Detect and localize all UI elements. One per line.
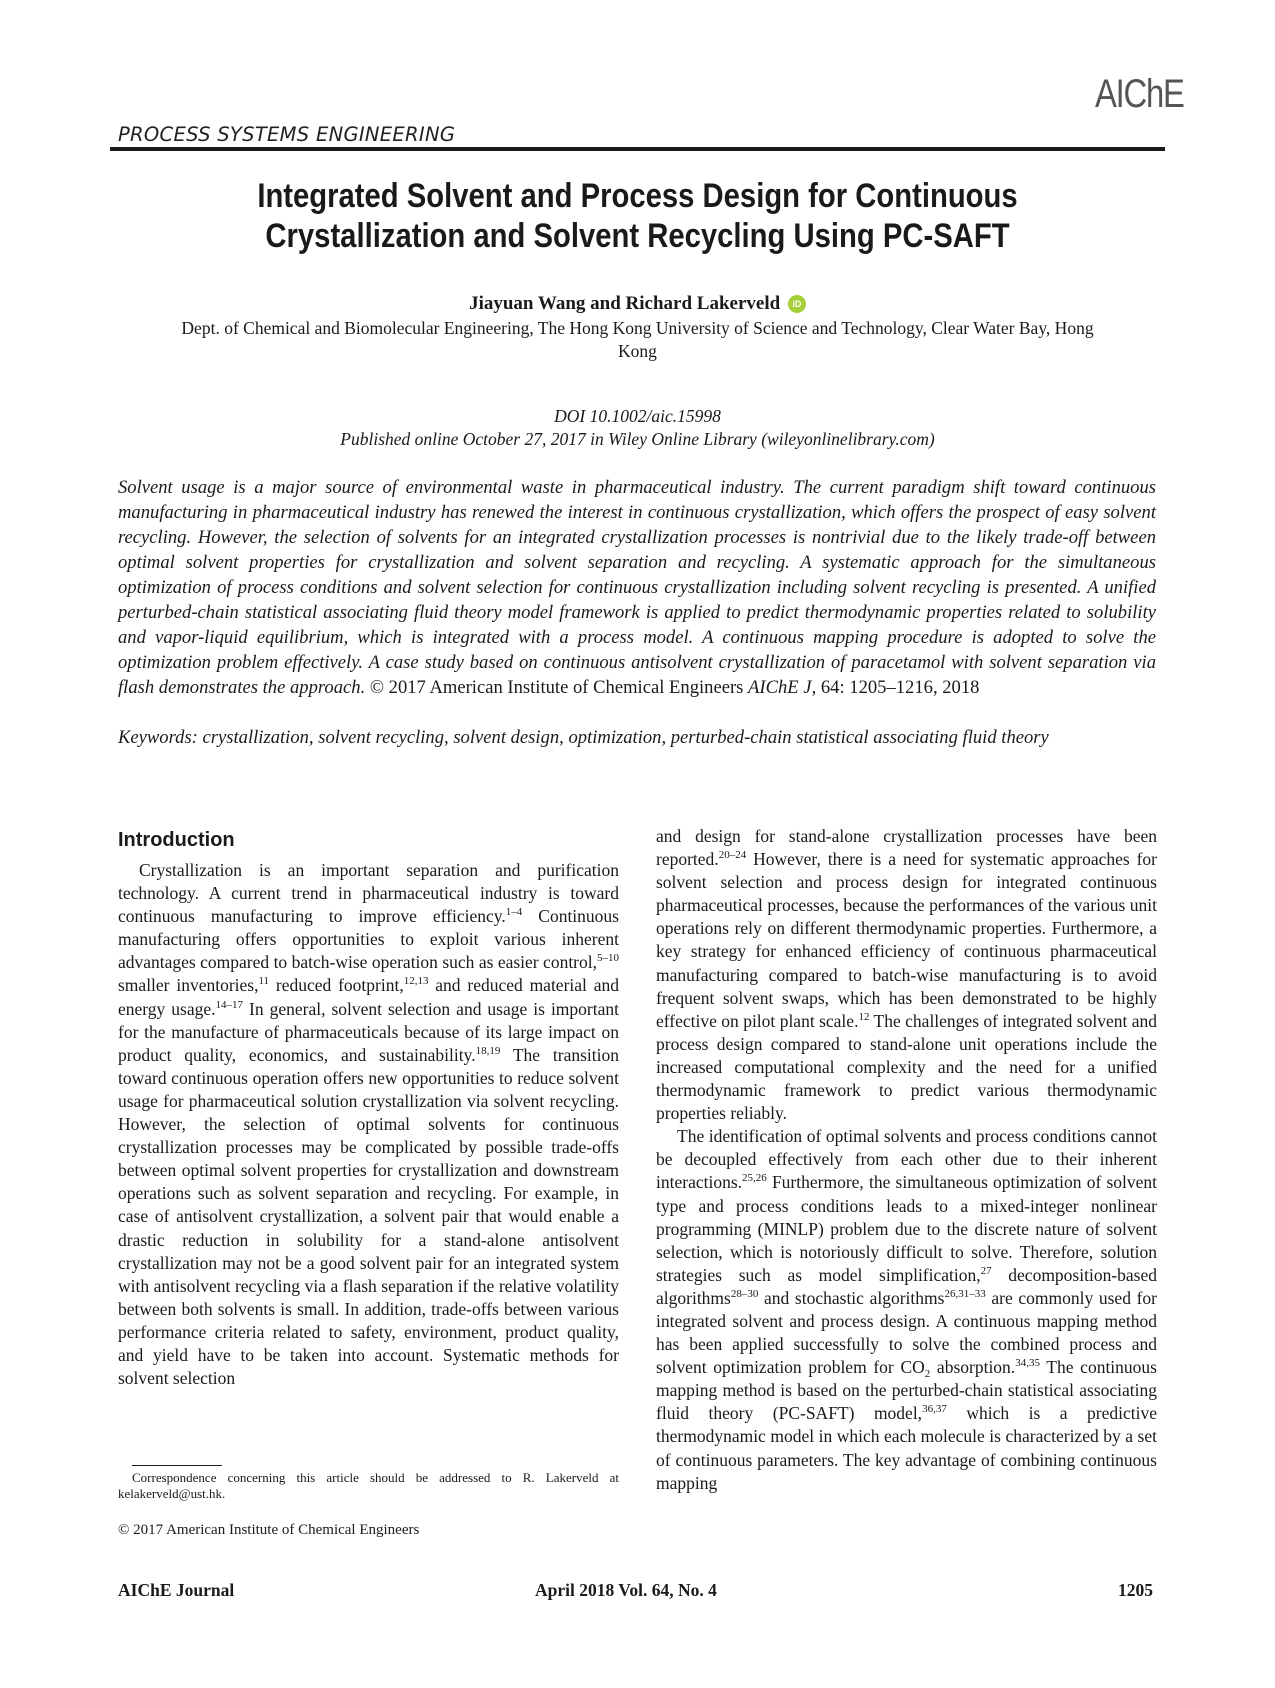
section-label: PROCESS SYSTEMS ENGINEERING [118,123,456,146]
orcid-icon[interactable]: iD [788,295,806,313]
aiche-logo: AIChE [1095,72,1184,116]
abstract [118,475,1156,700]
citation-ref: 1–4 [505,906,523,919]
citation-ref: 36,37 [922,1403,947,1416]
affiliation: Dept. of Chemical and Biomolecular Engineering, The Hong Kong University of Science and Technology, Clear Water Bay, Hong Kong [181,318,1094,361]
abstract-text: Solvent usage is a major source of environmental waste in pharmaceutical industry. The current paradigm shift toward continuous manufacturing in pharmaceutical industry has renewed the interest in continuous crystallization, which offers the prospect of easy solvent recycling. However, the selection of solvents for an integrated crystallization processes is nontrivial due to the likely trade-off between optimal solvent properties for crystallization and solvent separation and recycling. A systematic approach for the simultaneous optimization of process conditions and solvent selection for continuous crystallization including solvent recycling is presented. A unified perturbed-chain statistical associating fluid theory model framework is applied to predict thermodynamic properties related to solubility and vapor-liquid equilibrium, which is integrated with a process model. A continuous mapping procedure is adopted to solve the optimization problem effectively. A case study based on continuous antisolvent crystallization of paracetamol with solvent separation via flash demonstrates the approach. [118,477,1156,698]
citation-ref: 5–10 [597,952,619,965]
authors: Jiayuan Wang and Richard Lakerveld [469,293,781,314]
citation-ref: 18,19 [475,1044,501,1057]
page-number: 1205 [1118,1580,1153,1600]
citation-ref: 12,13 [403,975,429,988]
citation-ref: 34,35 [1015,1357,1040,1370]
paragraph: The identification of optimal solvents and process conditions cannot be decoupled effectively from each other due to their inherent interactions.$^{25,26}$ Furthermore, the simultaneous optimization of solvent type and process conditions leads to a mixed-integer nonlinear programming (MINLP) problem due to the discrete nature of solvent selection, which is notoriously difficult to solve. Therefore, solution strategies such as model simplification,$^{27}$ decomposition-based algorithms$^{28-30}$ and stochastic algorithms$^{26,31-33}$ are commonly used for integrated solvent and process design. A continuous mapping method has been applied successfully to solve the combined process and solvent optimization problem for $CO_2$ absorption.$^{34,35}$ The continuous mapping method is based on the perturbed-chain statistical associating fluid theory (PC-SAFT) model,$^{36,37}$ which is a predictive thermodynamic model in which each molecule is characterized by a set of continuous parameters. The key advantage of combining continuous mapping [656,1126,1158,1493]
citation-journal: AIChE J [748,677,812,698]
paragraph: and design for stand-alone crystallization processes have been reported.$^{20-24}$ However, there is a need for systematic approaches for solvent selection and process design for integrated continuous pharmaceutical processes, because the performances of the various unit operations rely on different thermodynamic properties. Furthermore, a key strategy for enhanced efficiency of continuous pharmaceutical manufacturing compared to batch-wise manufacturing is to avoid frequent solvent swaps, which has been demonstrated to be highly effective on pilot plant scale.$^{12}$ The challenges of integrated solvent and process design compared to stand-alone unit operations include the increased computational complexity and the need for a unified thermodynamic framework to predict various thermodynamic properties reliably. [656,826,1158,1124]
citation-ref: 28–30 [730,1287,759,1300]
correspondence-footnote: Correspondence concerning this article should be addressed to R. Lakerveld at kelakerveld@ust.hk. [118,1470,619,1501]
citation-ref: 20–24 [718,849,747,862]
doi: DOI 10.1002/aic.15998 [554,406,721,426]
introduction-heading: Introduction [118,829,235,851]
footnote-rule [132,1465,222,1466]
title-line-1: Integrated Solvent and Process Design for Continuous [257,177,1018,215]
header-rule [110,147,1165,151]
author-line [140,293,1135,315]
paragraph: Crystallization is an important separation and purification technology. A current trend in pharmaceutical industry is toward continuous manufacturing to improve efficiency.$^{1-4}$ Continuous manufacturing offers opportunities to exploit various inherent advantages compared to batch-wise operation such as easier control,$^{5-10}$ smaller inventories,$^{11}$ reduced footprint,$^{12,13}$ and reduced material and energy usage.$^{14-17}$ In general, solvent selection and usage is important for the manufacture of pharmaceuticals because of its large impact on product quality, economics, and sustainability.$^{18,19}$ The transition toward continuous operation offers new opportunities to reduce solvent usage for pharmaceutical solution crystallization via solvent recycling. However, the selection of optimal solvents for continuous crystallization processes may be complicated by possible trade-offs between optimal solvent properties for crystallization and downstream operations such as solvent separation and recycling. For example, in case of antisolvent crystallization, a solvent pair that would enable a drastic reduction in solubility for a stand-alone antisolvent crystallization may not be a good solvent pair for an integrated system with antisolvent recycling via a flash separation if the relative volatility between both solvents is small. In addition, trade-offs between various performance criteria related to safety, environment, product quality, and yield have to be taken into account. Systematic methods for solvent selection [118,860,619,1389]
footer-journal: AIChE Journal [118,1580,235,1600]
citation-ref: 11 [258,975,270,988]
footer-issue: April 2018 Vol. 64, No. 4 [535,1580,717,1600]
citation-ref: 25,26 [742,1172,767,1185]
citation-ref: 26,31–33 [944,1287,986,1300]
subscript: 2 [924,1368,931,1381]
citation-ref: 27 [980,1264,992,1277]
right-column [656,825,1157,1495]
citation-prefix: © 2017 American Institute of Chemical Engineers [369,677,744,698]
title-line-2: Crystallization and Solvent Recycling Using PC-SAFT [265,217,1010,255]
citation-suffix: , 64: 1205–1216, 2018 [811,677,980,698]
keywords: Keywords: crystallization, solvent recycling, solvent design, optimization, perturbed-chain statistical associating fluid theory [118,727,1049,748]
publication-info: Published online October 27, 2017 in Wiley Online Library (wileyonlinelibrary.com) [340,429,935,449]
citation-ref: 12 [858,1010,870,1023]
article-title [140,176,1135,256]
copyright-notice: © 2017 American Institute of Chemical Engineers [118,1522,420,1538]
left-column [118,859,619,1390]
citation-ref: 14–17 [215,998,244,1011]
